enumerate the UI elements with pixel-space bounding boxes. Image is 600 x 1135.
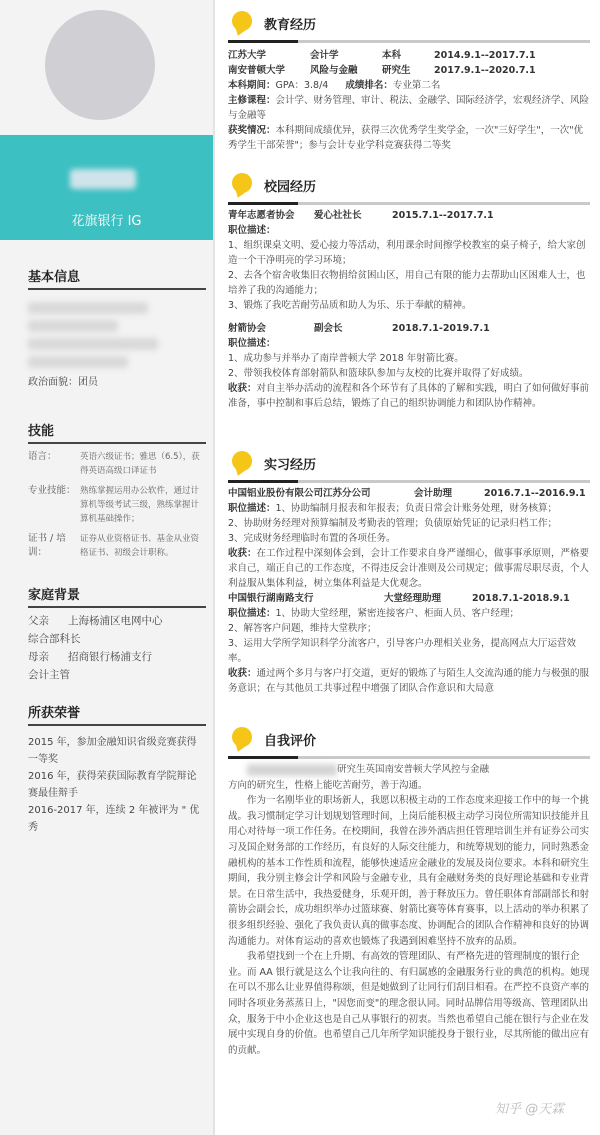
skill-row bbox=[28, 484, 206, 526]
edu-awards-value: 本科期间成绩优异，获得三次优秀学生奖学金，一次"三好学生"，一次"优秀学生干部荣誉"；参与会计专业学科竞赛获得二等奖 bbox=[228, 125, 584, 151]
skill-value: 证券从业资格证书、基金从业资格证书、初级会计职称。 bbox=[80, 534, 200, 558]
skill-value: 熟练掌握运用办公软件，通过计算机等级考试三级，熟练掌握计算机基础操作； bbox=[80, 486, 200, 524]
desc-item: 2、去各个宿舍收集旧衣物捐给贫困山区，用自己有限的能力去帮助山区困难人士，也培养了我的沟通能力； bbox=[228, 270, 586, 296]
campus-section bbox=[228, 168, 590, 409]
award-item: 2016-2017 年，连续 2 年被评为 " 优秀 bbox=[28, 805, 200, 833]
harvest-text: 对自主举办活动的流程和各个环节有了具体的了解和实践，明白了如何做好事前准备，事中控制和事后总结，锻炼了自己的组织协调能力和团队协作精神。 bbox=[228, 383, 590, 409]
desc-item: 2、解答客户问题，维持大堂秩序； bbox=[228, 623, 377, 634]
rank-label: 成绩排名： bbox=[345, 80, 393, 91]
desc-item: 3、锻炼了我吃苦耐劳品质和助人为乐、乐于奉献的精神。 bbox=[228, 300, 472, 311]
school: 南安普顿大学 bbox=[228, 65, 286, 76]
self-eval-paragraph: 作为一名刚毕业的职场新人，我愿以积极主动的工作态度来迎接工作中的每一个挑战。我习惯制定学习计划规划管理时间，上岗后能积极主动学习岗位所需知识技能并且用心对待每一项工作任务。在校期间，我曾在涉外酒店担任管理培训生并有证券公司实习及国企财务部的工作经历，有良好的人际交往能力，和统筹规划的能力，同时熟悉金融机构的基本工作性质和流程，能够快速适应金融业的发展及岗位要求。本科和研究生期间，我分别主修会计学和风险与金融专业，具有金融财务类的良好理论基础和专业背景。在日常生活中，我热爱健身，乐观开朗，善于释放压力。曾任职体育部副部长和射箭协会副会长，成功组织举办过篮球赛、射箭比赛等体育赛事，以上活动的举办积累了很多组织经验、强化了我负责认真的做事态度、协调配合的团队合作精神和良好的协调沟通能力。对体育运动的喜欢也锻炼了我遇到困难坚持不放弃的品质。 bbox=[228, 795, 590, 947]
watermark: 知乎 @天霖 bbox=[495, 1102, 565, 1117]
campus-body bbox=[228, 208, 590, 411]
org-role: 副会长 bbox=[314, 323, 343, 334]
desc-label: 职位描述： bbox=[228, 225, 276, 236]
org-name: 射箭协会 bbox=[228, 323, 267, 334]
harvest-line bbox=[228, 546, 590, 591]
education-section bbox=[228, 6, 590, 151]
family-title: 家庭背景 bbox=[28, 584, 206, 608]
skill-label: 语言： bbox=[28, 451, 57, 462]
skill-row bbox=[28, 450, 206, 478]
basic-info-section bbox=[28, 266, 206, 391]
gpa-label: 本科期间： bbox=[228, 80, 276, 91]
section-rule bbox=[228, 756, 590, 759]
blurred-info bbox=[28, 338, 158, 350]
desc-label: 职位描述： bbox=[228, 338, 276, 349]
job-company: 中国铝业股份有限公司江苏分公司 bbox=[228, 488, 371, 499]
job-dates: 2018.7.1-2018.9.1 bbox=[472, 593, 570, 604]
blurred-text bbox=[247, 764, 337, 776]
family-relation: 会计主管 bbox=[28, 669, 70, 681]
blurred-info bbox=[28, 302, 148, 314]
basic-info-title: 基本信息 bbox=[28, 266, 206, 290]
family-relation: 母亲 bbox=[28, 651, 49, 663]
harvest-label: 收获： bbox=[228, 548, 257, 559]
skill-row bbox=[28, 532, 206, 560]
edu-awards-line bbox=[228, 123, 590, 153]
self-eval-paragraph: 我希望找到一个在上升期、有高效的管理团队、有严格先进的管理制度的银行企业。而 AA 银行就是这么个让我向往的、有归属感的金融服务行业的典范的机构。她现在可以不那么让业界值得称颂，但是她做到了让同行们刮目相看。在严控不良资产率的同时各项业务蒸蒸日上，"因您而变"的理念很认同。同时品牌信用等级高、管理团队出众，服务于中小企业这也是自己从事银行的初衷。当然也希望自己能在银行与企业在发展中实现自身的价值。也希望自己几年所学知识能投身于银行业，尽其所能的做出应有的贡献。 bbox=[228, 951, 590, 1056]
political-status: 政治面貌：团员 bbox=[28, 377, 98, 388]
section-header bbox=[228, 722, 590, 752]
desc-item: 3、完成财务经理临时布置的各项任务。 bbox=[228, 533, 396, 544]
desc-item: 2、带领我校体育部射箭队和篮球队参加与友校的比赛并取得了好成绩。 bbox=[228, 368, 529, 379]
dates: 2014.9.1--2017.7.1 bbox=[434, 50, 536, 61]
job-role: 会计助理 bbox=[414, 488, 453, 499]
job-desc bbox=[228, 606, 590, 621]
self-eval-intro bbox=[228, 762, 590, 778]
job-desc bbox=[228, 501, 590, 516]
courses-value: 会计学、财务管理、审计、税法、金融学、国际经济学，宏观经济学、风险与金融等 bbox=[228, 95, 590, 121]
family-detail: 招商银行杨浦支行 bbox=[68, 651, 152, 663]
family-relation: 父亲 bbox=[28, 615, 49, 627]
degree: 本科 bbox=[382, 50, 402, 61]
job-role: 大堂经理助理 bbox=[384, 593, 442, 604]
org-row bbox=[228, 321, 590, 336]
avatar bbox=[45, 10, 155, 120]
family-detail: 上海杨浦区电网中心 bbox=[68, 615, 163, 627]
family-row bbox=[28, 648, 206, 666]
org-dates: 2018.7.1-2019.7.1 bbox=[392, 323, 490, 334]
edu-awards-label: 获奖情况： bbox=[228, 125, 276, 136]
school: 江苏大学 bbox=[228, 50, 267, 61]
internship-section bbox=[228, 446, 590, 694]
desc-item: 3、运用大学所学知识科学分流客户，引导客户办理相关业务，提高网点大厅运营效率。 bbox=[228, 638, 577, 664]
job-dates: 2016.7.1--2016.9.1 bbox=[484, 488, 586, 499]
desc-item: 1、组织课桌文明、爱心接力等活动，利用课余时间擦学校教室的桌子椅子，给大家创造一个干净明亮的学习环境； bbox=[228, 240, 586, 266]
blurred-info bbox=[28, 356, 128, 368]
speech-bubble-icon bbox=[232, 451, 252, 471]
desc-item: 1、成功参与并举办了南岸普顿大学 2018 年射箭比赛。 bbox=[228, 353, 464, 364]
speech-bubble-icon bbox=[232, 727, 252, 747]
org-name: 青年志愿者协会 bbox=[228, 210, 295, 221]
name-banner bbox=[0, 135, 213, 240]
harvest-line bbox=[228, 381, 590, 411]
awards-section bbox=[28, 702, 206, 836]
harvest-text: 通过两个多月与客户打交道，更好的锻炼了与陌生人交流沟通的能力与极强的服务意识；在与其他员工共事过程中增强了团队合作意识和大局意 bbox=[228, 668, 590, 694]
self-eval-section bbox=[228, 722, 590, 1056]
desc-item: 1、协助大堂经理，紧密连接客户、柜面人员、客户经理； bbox=[275, 608, 520, 619]
section-header bbox=[228, 6, 590, 36]
internship-body bbox=[228, 486, 590, 696]
degree: 研究生 bbox=[382, 65, 411, 76]
section-title: 实习经历 bbox=[264, 458, 317, 473]
sidebar bbox=[0, 0, 213, 1135]
gpa-value: GPA：3.8/4 bbox=[275, 80, 329, 91]
org-row bbox=[228, 208, 590, 223]
blurred-name bbox=[70, 169, 136, 189]
job-row bbox=[228, 591, 590, 606]
harvest-label: 收获： bbox=[228, 383, 257, 394]
speech-bubble-icon bbox=[232, 173, 252, 193]
desc-item: 2、协助财务经理对预算编制及考勤表的管理；负债原始凭证的记录归档工作； bbox=[228, 518, 558, 529]
speech-bubble-icon bbox=[232, 11, 252, 31]
org-dates: 2015.7.1--2017.7.1 bbox=[392, 210, 494, 221]
section-rule bbox=[228, 480, 590, 483]
intro-text-2: 方向的研究生，性格上能吃苦耐劳，善于沟通。 bbox=[228, 779, 428, 791]
award-item: 2016 年，获得荣获国际教育学院辩论赛最佳辩手 bbox=[28, 771, 197, 799]
section-title: 教育经历 bbox=[264, 18, 317, 33]
dates: 2017.9.1--2020.7.1 bbox=[434, 65, 536, 76]
education-row bbox=[228, 63, 590, 78]
major: 风险与金融 bbox=[310, 65, 358, 76]
section-header bbox=[228, 168, 590, 198]
skills-title: 技能 bbox=[28, 420, 206, 444]
org-role: 爱心社社长 bbox=[314, 210, 362, 221]
job-row bbox=[228, 486, 590, 501]
desc-label: 职位描述： bbox=[228, 503, 276, 514]
skill-value: 英语六级证书；雅思（6.5），获得英语高级口译证书 bbox=[80, 452, 200, 476]
intro-text: 研究生英国南安普顿大学风控与金融 bbox=[337, 764, 490, 775]
section-rule bbox=[228, 202, 590, 205]
awards-title: 所获荣誉 bbox=[28, 702, 206, 726]
family-relation: 综合部科长 bbox=[28, 633, 81, 645]
blurred-info bbox=[28, 320, 118, 332]
education-body bbox=[228, 48, 590, 153]
skill-label: 专业技能： bbox=[28, 485, 76, 496]
education-row bbox=[228, 48, 590, 63]
desc-label: 职位描述： bbox=[228, 608, 276, 619]
family-row bbox=[28, 630, 206, 648]
photo-area bbox=[0, 0, 213, 135]
courses-label: 主修课程： bbox=[228, 95, 276, 106]
column-divider bbox=[213, 0, 215, 1135]
section-title: 校园经历 bbox=[264, 180, 317, 195]
gpa-line bbox=[228, 78, 590, 93]
courses-line bbox=[228, 93, 590, 123]
harvest-label: 收获： bbox=[228, 668, 257, 679]
major: 会计学 bbox=[310, 50, 339, 61]
job-company: 中国银行湖南路支行 bbox=[228, 593, 314, 604]
skill-label: 证书 / 培训： bbox=[28, 533, 66, 558]
award-item: 2015 年，参加金融知识省级竞赛获得一等奖 bbox=[28, 737, 197, 765]
rank-value: 专业第二名 bbox=[392, 80, 441, 91]
skills-section bbox=[28, 420, 206, 560]
family-row bbox=[28, 612, 206, 630]
section-title: 自我评价 bbox=[264, 734, 317, 749]
family-row bbox=[28, 666, 206, 684]
section-header bbox=[228, 446, 590, 476]
family-list bbox=[28, 612, 206, 684]
desc-item: 1、协助编制月报表和年报表；负责日常会计账务处理，财务核算； bbox=[275, 503, 558, 514]
harvest-line bbox=[228, 666, 590, 696]
family-section bbox=[28, 584, 206, 684]
target-company: 花旗银行 IG bbox=[71, 214, 142, 229]
harvest-text: 在工作过程中深刻体会到，会计工作要求自身严谨细心，做事事承原则，严格要求自己，端正自己的工作态度，不得违反会计准则及公司规定；做事需尽职尽责，个人利益服从集体利益，树立集体利益是大优观念。 bbox=[228, 548, 590, 589]
section-rule bbox=[228, 40, 590, 43]
self-eval-body bbox=[228, 762, 590, 1058]
